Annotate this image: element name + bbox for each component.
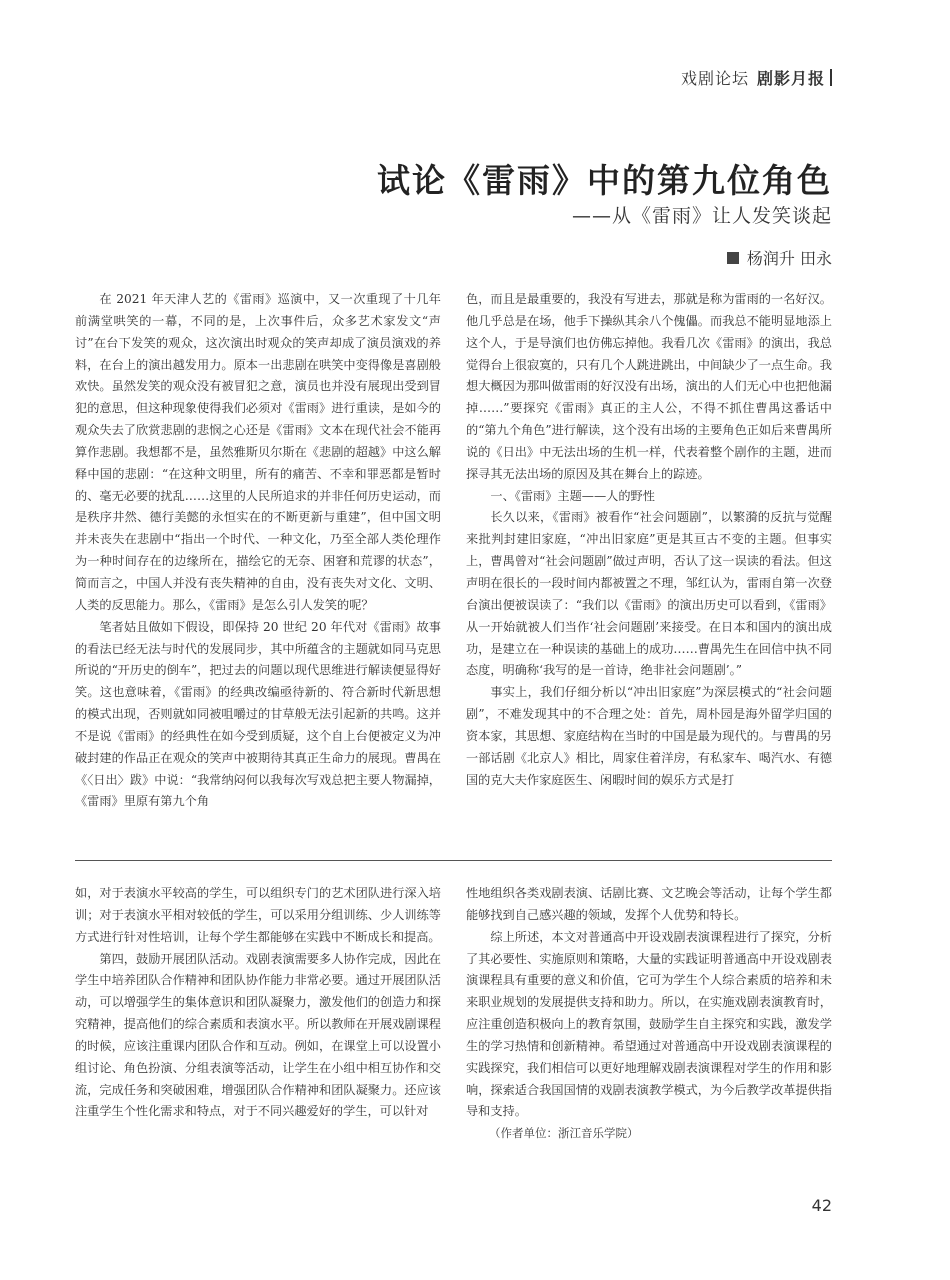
paragraph: 第四，鼓励开展团队活动。戏剧表演需要多人协作完成，因此在学生中培养团队合作精神和团队协作能力非常必要。通过开展团队活动，可以增强学生的集体意识和团队凝聚力，激发他们的创造力和探究精神，提高他们的综合素质和表演水平。所以教师在开展戏剧课程的时候，应该注重课内团队合作和互动。例如，在课堂上可以设置小组讨论、角色扮演、分组表演等活动，让学生在小组中相互协作和交流，完成任务和突破困难，增强团队合作精神和团队凝聚力。还应该注重学生个性化需求和特点，对于不同兴趣爱好的学生，可以针对 [75, 951, 441, 1119]
top-left-column [75, 289, 441, 813]
bottom-right-column [466, 883, 832, 1145]
author-affiliation: （作者单位：浙江音乐学院） [489, 1126, 639, 1141]
running-header [681, 66, 832, 89]
article-title: 试论《雷雨》中的第九位角色 [377, 161, 832, 200]
paragraph: 色，而且是最重要的，我没有写进去，那就是称为雷雨的一名好汉。他几乎总是在场，他手下操纵其余八个傀儡。而我总不能明显地添上这个人，于是导演们也仿佛忘掉他。我看几次《雷雨》的演出，我总觉得台上很寂寞的，只有几个人跳进跳出，中间缺少了一点生命。我想大概因为那叫做雷雨的好汉没有出场，演出的人们无心中也把他漏掉……”要探究《雷雨》真正的主人公，不得不抓住曹禺这番话中的“第九个角色”进行解读，这个没有出场的主要角色正如后来曹禺所说的《日出》中无法出场的生机一样，代表着整个剧作的主题，进而探寻其无法出场的原因及其在舞台上的踪迹。 [466, 292, 832, 481]
paragraph: 在 2021 年天津人艺的《雷雨》巡演中，又一次重现了十几年前满堂哄笑的一幕，不同的是，上次事件后，众多艺术家发文“声讨”在台下发笑的观众，这次演出时观众的笑声却成了演员演戏的养料，在台上的演出越发用力。原本一出悲剧在哄笑中变得像是喜剧般欢快。虽然发笑的观众没有被冒犯之意，演员也并没有展现出受到冒犯的意思，但这种现象使得我们必须对《雷雨》进行重读，是如今的观众失去了欣赏悲剧的悲悯之心还是《雷雨》文本在现代社会不能再算作悲剧。我想都不是，虽然雅斯贝尔斯在《悲剧的超越》中这么解释中国的悲剧：“在这种文明里，所有的痛苦、不幸和罪恶都是暂时的、毫无必要的扰乱……这里的人民所追求的并非任何历史运动，而是秩序井然、德行美懿的永恒实在的不断更新与重建”，但中国文明并未丧失在悲剧中“指出一个时代、一种文化，乃至全部人类伦理作为一种时间存在的边缘所在，描绘它的无奈、困窘和荒谬的状态”，简而言之，中国人并没有丧失精神的自由，没有丧失对文化、文明、人类的反思能力。那么，《雷雨》是怎么引人发笑的呢？ [75, 292, 441, 612]
article-subtitle: ——从《雷雨》让人发笑谈起 [571, 205, 832, 227]
author-line [727, 246, 832, 269]
paragraph: 笔者姑且做如下假设，即保持 20 世纪 20 年代对《雷雨》故事的看法已经无法与时代的发展同步，其中所蕴含的主题就如同马克思所说的“开历史的倒车”，把过去的问题以现代思维进行解读便显得好笑。这也意味着，《雷雨》的经典改编亟待新的、符合新时代新思想的模式出现，否则就如同被咀嚼过的甘草般无法引起新的共鸣。这并不是说《雷雨》的经典性在如今受到质疑，这个自上台便被定义为冲破封建的作品正在观众的笑声中被期待其真正生命力的展现。曹禺在《〈日出〉跋》中说：“我常纳闷何以我每次写戏总把主要人物漏掉，《雷雨》里原有第九个角 [75, 619, 441, 809]
magazine-name: 剧影月报 [756, 69, 825, 88]
paragraph: 长久以来，《雷雨》被看作“社会问题剧”，以繁漪的反抗与觉醒来批判封建旧家庭，“冲出旧家庭”更是其亘古不变的主题。但事实上，曹禺曾对“社会问题剧”做过声明，否认了这一误读的看法。但这声明在很长的一段时间内都被置之不理，邹红认为，雷雨自第一次登台演出便被误读了：“我们以《雷雨》的演出历史可以看到，《雷雨》从一开始就被人们当作‘社会问题剧’来接受。在日本和国内的演出成功，是建立在一种误读的基础上的成功……曹禺先生在回信中执不同态度，明确称‘我写的是一首诗，绝非社会问题剧’。” [466, 510, 832, 678]
paragraph: 综上所述，本文对普通高中开设戏剧表演课程进行了探究，分析了其必要性、实施原则和策略，大量的实践证明普通高中开设戏剧表演课程具有重要的意义和价值，它可为学生个人综合素质的培养和未来职业规划的发展提供支持和助力。所以，在实施戏剧表演教育时，应注重创造积极向上的教育氛围，鼓励学生自主探究和实践，激发学生的学习热情和创新精神。希望通过对普通高中开设戏剧表演课程的实践探究，我们相信可以更好地理解戏剧表演课程对学生的作用和影响，探索适合我国国情的戏剧表演教学模式，为今后教学改革提供指导和支持。 [466, 929, 832, 1119]
bottom-left-column [75, 883, 441, 1123]
paragraph: 事实上，我们仔细分析以“冲出旧家庭”为深层模式的“社会问题剧”，不难发现其中的不合理之处：首先，周朴园是海外留学归国的资本家，其思想、家庭结构在当时的中国是最为现代的。与曹禺的另一部话剧《北京人》相比，周家住着洋房，有私家车、喝汽水、有德国的克大夫作家庭医生、闲暇时间的娱乐方式是打 [466, 685, 832, 787]
page-number: 42 [811, 1196, 832, 1215]
paragraph: 如，对于表演水平较高的学生，可以组织专门的艺术团队进行深入培训；对于表演水平相对较低的学生，可以采用分组训练、少人训练等方式进行针对性培训，让每个学生都能够在实践中不断成长和提高。 [75, 886, 441, 944]
author-names: 杨润升 田永 [746, 249, 832, 268]
square-bullet-icon [727, 252, 739, 264]
header-bar [830, 69, 832, 86]
paragraph: 性地组织各类戏剧表演、话剧比赛、文艺晚会等活动，让每个学生都能够找到自己感兴趣的领域，发挥个人优势和特长。 [466, 886, 832, 922]
section-divider [75, 860, 832, 861]
column-name: 戏剧论坛 [680, 69, 749, 88]
section-heading: 一、《雷雨》主题——人的野性 [490, 488, 655, 503]
top-right-column [466, 289, 832, 791]
